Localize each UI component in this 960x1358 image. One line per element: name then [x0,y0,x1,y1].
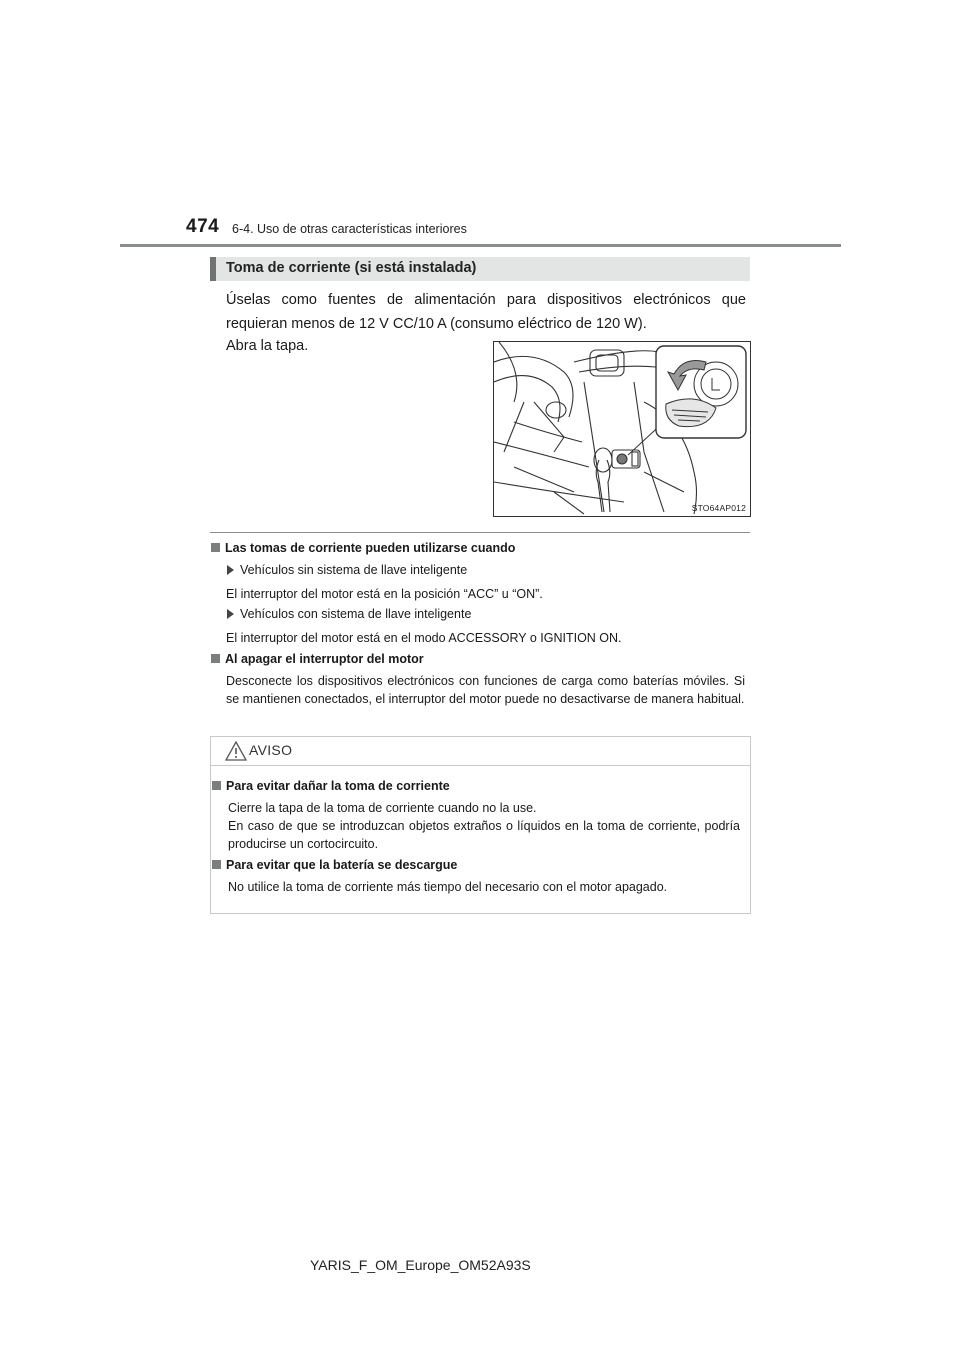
square-bullet-icon [212,781,221,790]
note-text: El interruptor del motor está en el modo ACCESSORY o IGNITION ON. [226,631,622,645]
warning-text: No utilice la toma de corriente más tiempo del necesario con el motor apagado. [228,880,668,894]
note-text: El interruptor del motor está en la posición “ACC” u “ON”. [226,587,543,601]
warning-item-title [212,779,450,793]
header-rule [120,244,841,247]
note-title-text: Al apagar el interruptor del motor [225,652,424,666]
section-divider [210,532,750,533]
sub-item [227,563,467,577]
warning-item-title-text: Para evitar dañar la toma de corriente [226,779,450,793]
note-title [211,541,515,555]
note-title-text: Las tomas de corriente pueden utilizarse cuando [225,541,516,555]
warning-item-title-text: Para evitar que la batería se descargue [226,858,458,872]
open-lid-instruction: Abra la tapa. [226,338,309,354]
warning-text: En caso de que se introduzcan objetos extraños o líquidos en la toma de corriente, podría producirse un cortocircuito. [228,819,740,851]
square-bullet-icon [211,654,220,663]
square-bullet-icon [211,543,220,552]
note-title [211,652,424,666]
warning-label: AVISO [249,742,293,758]
warning-item-title [212,858,457,872]
power-outlet-illustration [493,341,751,517]
note-text: Desconecte los dispositivos electrónicos con funciones de carga como baterías móviles. Si se mantienen conectados, el interruptor del motor puede no desactivarse de manera habitual. [226,674,745,706]
square-bullet-icon [212,860,221,869]
footer-code: YARIS_F_OM_Europe_OM52A93S [310,1257,531,1273]
sub-item [227,607,471,621]
warning-triangle-icon [225,741,247,761]
intro-paragraph: Úselas como fuentes de alimentación para dispositivos electrónicos que requieran menos de 12 V CC/10 A (consumo eléctrico de 120 W). [226,292,746,332]
triangle-bullet-icon [227,609,234,619]
warning-box [210,736,751,914]
sub-item-text: Vehículos con sistema de llave inteligente [240,607,472,621]
warning-text: Cierre la tapa de la toma de corriente cuando no la use. [228,801,537,815]
sub-item-text: Vehículos sin sistema de llave inteligente [240,563,468,577]
page-number: 474 [186,216,220,237]
heading-marker [210,257,216,281]
dashboard-drawing [494,342,750,516]
section-title: 6-4. Uso de otras características interiores [232,222,467,236]
section-heading-text: Toma de corriente (si está instalada) [226,260,477,276]
figure-code: STO64AP012 [691,503,746,513]
warning-header [211,737,750,766]
section-heading [210,257,750,281]
triangle-bullet-icon [227,565,234,575]
